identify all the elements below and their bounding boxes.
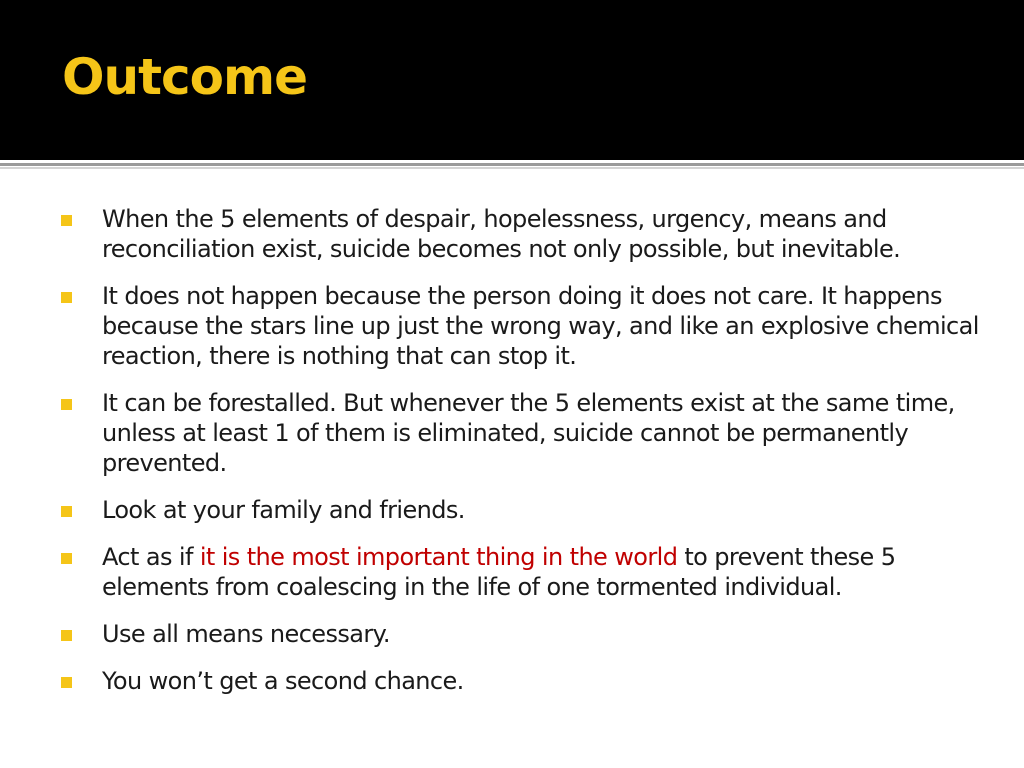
bullet-text: Use all means necessary. [102,620,390,648]
bullet-item [56,542,996,602]
square-bullet-icon [61,630,72,641]
square-bullet-icon [61,399,72,410]
bullet-text: When the 5 elements of despair, hopelessness, urgency, means and reconciliation exist, suicide becomes not only possible, but inevitable. [102,205,901,263]
bullet-item [56,204,996,264]
square-bullet-icon [61,677,72,688]
bullet-text: Look at your family and friends. [102,496,465,524]
title-divider-shadow [0,167,1024,169]
slide-title: Outcome [62,48,308,106]
bullet-text-before: Act as if [102,543,200,571]
bullet-item [56,495,996,525]
bullet-text-after: to prevent these 5 elements from coalescing in the life of one tormented individual. [102,543,896,601]
title-bar [0,0,1024,160]
square-bullet-icon [61,215,72,226]
title-divider [0,163,1024,166]
bullet-list [56,204,996,713]
bullet-text: It does not happen because the person doing it does not care. It happens because the stars line up just the wrong way, and like an explosive chemical reaction, there is nothing that can stop it. [102,282,979,370]
bullet-text: You won’t get a second chance. [102,667,464,695]
bullet-item [56,388,996,478]
square-bullet-icon [61,506,72,517]
square-bullet-icon [61,553,72,564]
bullet-item [56,619,996,649]
bullet-item [56,281,996,371]
bullet-item [56,666,996,696]
highlighted-text: it is the most important thing in the world [199,543,678,571]
square-bullet-icon [61,292,72,303]
bullet-text: It can be forestalled. But whenever the 5 elements exist at the same time, unless at least 1 of them is eliminated, suicide cannot be permanently prevented. [102,389,955,477]
